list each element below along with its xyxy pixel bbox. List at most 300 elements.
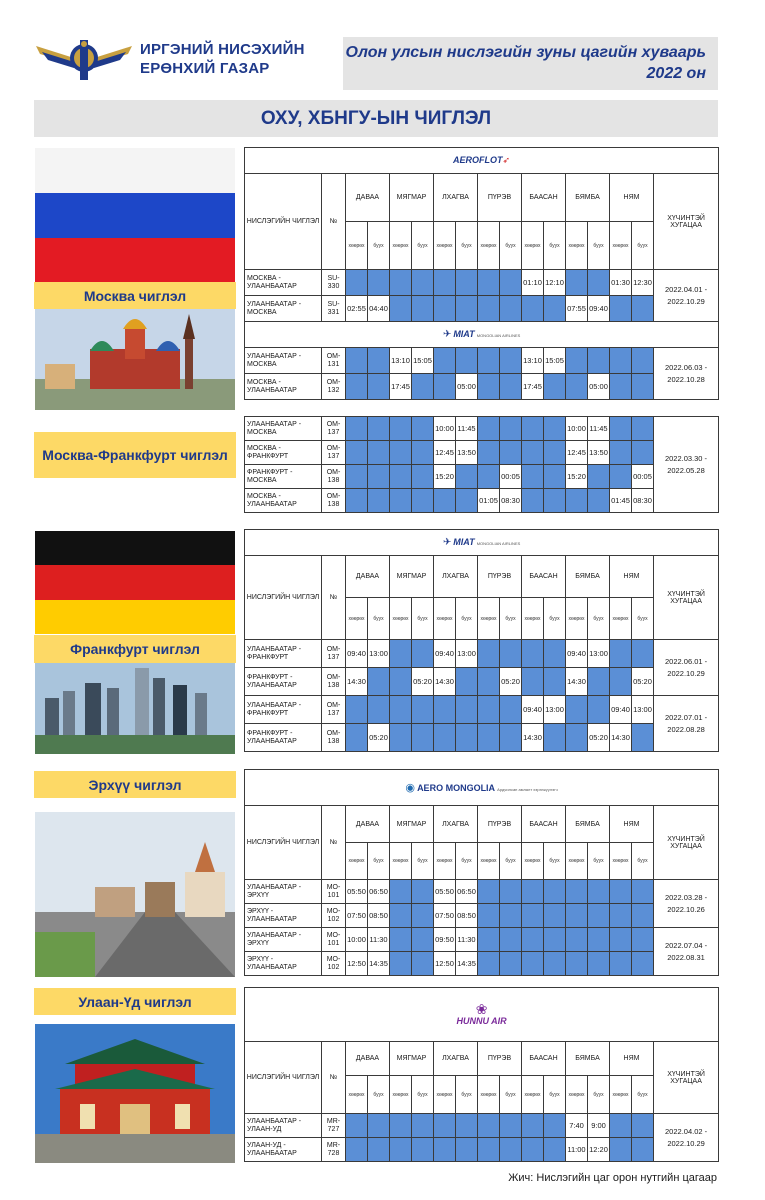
no-flight-cell xyxy=(390,928,412,952)
ulanude-table xyxy=(244,987,719,1162)
flight-time: 05:20 xyxy=(368,724,390,752)
departure-subheader: хөөрөх xyxy=(346,843,368,880)
no-flight-cell xyxy=(632,952,654,976)
no-flight-cell xyxy=(522,928,544,952)
departure-subheader: хөөрөх xyxy=(522,843,544,880)
no-flight-cell xyxy=(544,296,566,322)
route-name: УЛААНБААТАР - МОСКВА xyxy=(245,417,322,441)
flight-time: 05:50 xyxy=(434,880,456,904)
day-header: БЯМБА xyxy=(566,806,610,843)
no-flight-cell xyxy=(412,880,434,904)
day-header: ДАВАА xyxy=(346,556,390,598)
schedule-title-line-1: Олон улсын нислэгийн зуны цагийн хуваарь xyxy=(345,44,706,61)
no-flight-cell xyxy=(610,1138,632,1162)
flight-time: 13:00 xyxy=(368,640,390,668)
flight-number: OM-138 xyxy=(322,668,346,696)
label-moscow-frankfurt: Москва-Франкфурт чиглэл xyxy=(34,432,236,478)
no-flight-cell xyxy=(412,374,434,400)
route-name: ЭРХҮҮ - УЛААНБААТАР xyxy=(245,904,322,928)
label-ulanude: Улаан-Үд чиглэл xyxy=(34,988,236,1015)
route-name: УЛААНБААТАР - УЛААН-УД xyxy=(245,1114,322,1138)
flight-time: 04:40 xyxy=(368,296,390,322)
no-flight-cell xyxy=(390,296,412,322)
ulanude-photo xyxy=(35,1024,235,1163)
no-flight-cell xyxy=(544,489,566,513)
col-number-header: № xyxy=(322,1042,346,1114)
col-number-header: № xyxy=(322,174,346,270)
day-header: ЛХАГВА xyxy=(434,556,478,598)
departure-subheader: хөөрөх xyxy=(390,843,412,880)
flight-time: 09:50 xyxy=(434,928,456,952)
no-flight-cell xyxy=(478,880,500,904)
flight-number: MO-102 xyxy=(322,904,346,928)
schedule-row xyxy=(245,441,719,465)
no-flight-cell xyxy=(610,928,632,952)
schedule-row xyxy=(245,1138,719,1162)
no-flight-cell xyxy=(544,668,566,696)
no-flight-cell xyxy=(412,1138,434,1162)
no-flight-cell xyxy=(632,1114,654,1138)
day-header: ЛХАГВА xyxy=(434,806,478,843)
route-name: ЭРХҮҮ - УЛААНБААТАР xyxy=(245,952,322,976)
flight-time: 11:00 xyxy=(566,1138,588,1162)
no-flight-cell xyxy=(610,1114,632,1138)
schedule-title xyxy=(343,37,718,90)
miat-moscow-rows xyxy=(245,348,719,400)
departure-subheader: хөөрөх xyxy=(610,222,632,270)
no-flight-cell xyxy=(368,417,390,441)
no-flight-cell xyxy=(500,374,522,400)
aeromongolia-logo: AERO MONGOLIA xyxy=(417,783,496,793)
irkutsk-rows-b xyxy=(245,928,719,976)
day-header: БААСАН xyxy=(522,556,566,598)
no-flight-cell xyxy=(522,668,544,696)
flight-time: 15:05 xyxy=(412,348,434,374)
validity-period: 2022.06.03 - 2022.10.28 xyxy=(654,348,719,400)
no-flight-cell xyxy=(500,640,522,668)
flight-number: OM-132 xyxy=(322,374,346,400)
no-flight-cell xyxy=(368,1114,390,1138)
schedule-row xyxy=(245,270,719,296)
departure-subheader: хөөрөх xyxy=(434,598,456,640)
day-header: ПҮРЭВ xyxy=(478,174,522,222)
no-flight-cell xyxy=(368,441,390,465)
route-name: УЛААНБААТАР - МОСКВА xyxy=(245,296,322,322)
no-flight-cell xyxy=(588,465,610,489)
moscow-photo xyxy=(35,309,235,410)
flight-number: MR-728 xyxy=(322,1138,346,1162)
validity-period: 2022.07.04 - 2022.08.31 xyxy=(654,928,719,976)
flight-time: 05:20 xyxy=(632,668,654,696)
no-flight-cell xyxy=(500,724,522,752)
no-flight-cell xyxy=(412,270,434,296)
no-flight-cell xyxy=(412,904,434,928)
no-flight-cell xyxy=(346,348,368,374)
schedule-row xyxy=(245,952,719,976)
flight-number: OM-137 xyxy=(322,417,346,441)
no-flight-cell xyxy=(390,952,412,976)
miat-subtitle: MONGOLIAN AIRLINES xyxy=(476,333,521,338)
arrival-subheader: буух xyxy=(500,598,522,640)
schedule-year: 2022 он xyxy=(646,65,706,82)
flight-time: 11:30 xyxy=(456,928,478,952)
no-flight-cell xyxy=(500,270,522,296)
flight-time: 12:50 xyxy=(346,952,368,976)
no-flight-cell xyxy=(500,1114,522,1138)
flight-time: 09:40 xyxy=(522,696,544,724)
flight-time: 07:50 xyxy=(346,904,368,928)
no-flight-cell xyxy=(610,640,632,668)
frankfurt-photo xyxy=(35,663,235,754)
no-flight-cell xyxy=(478,296,500,322)
col-validity-header: ХҮЧИНТЭЙ ХУГАЦАА xyxy=(654,806,719,880)
schedule-row xyxy=(245,668,719,696)
flight-time: 12:45 xyxy=(434,441,456,465)
flight-number: OM-137 xyxy=(322,640,346,668)
no-flight-cell xyxy=(368,348,390,374)
org-line-1: ИРГЭНИЙ НИСЭХИЙН xyxy=(140,41,305,58)
miat-logo: MIAT xyxy=(453,329,475,339)
no-flight-cell xyxy=(478,417,500,441)
no-flight-cell xyxy=(522,880,544,904)
no-flight-cell xyxy=(456,465,478,489)
day-header: БААСАН xyxy=(522,174,566,222)
flight-time: 13:10 xyxy=(390,348,412,374)
no-flight-cell xyxy=(456,1138,478,1162)
no-flight-cell xyxy=(544,1114,566,1138)
arrival-subheader: буух xyxy=(368,1076,390,1114)
arrival-subheader: буух xyxy=(412,222,434,270)
flight-time: 08:50 xyxy=(456,904,478,928)
no-flight-cell xyxy=(566,928,588,952)
no-flight-cell xyxy=(632,374,654,400)
no-flight-cell xyxy=(434,724,456,752)
no-flight-cell xyxy=(478,441,500,465)
departure-subheader: хөөрөх xyxy=(478,843,500,880)
no-flight-cell xyxy=(632,724,654,752)
flight-time: 14:30 xyxy=(610,724,632,752)
no-flight-cell xyxy=(544,441,566,465)
germany-flag xyxy=(35,531,235,634)
ulanude-rows xyxy=(245,1114,719,1162)
miat-logo-cell xyxy=(245,322,719,348)
no-flight-cell xyxy=(610,904,632,928)
no-flight-cell xyxy=(522,441,544,465)
no-flight-cell xyxy=(500,1138,522,1162)
route-name: МОСКВА - УЛААНБААТАР xyxy=(245,270,322,296)
flight-time: 10:00 xyxy=(434,417,456,441)
no-flight-cell xyxy=(632,441,654,465)
col-validity-header: ХҮЧИНТЭЙ ХУГАЦАА xyxy=(654,174,719,270)
no-flight-cell xyxy=(566,880,588,904)
no-flight-cell xyxy=(390,880,412,904)
flight-time: 05:50 xyxy=(346,880,368,904)
miat-logo: MIAT xyxy=(453,537,475,547)
flight-time: 07:50 xyxy=(434,904,456,928)
day-header: НЯМ xyxy=(610,1042,654,1076)
no-flight-cell xyxy=(346,270,368,296)
no-flight-cell xyxy=(390,417,412,441)
flight-number: MO-101 xyxy=(322,880,346,904)
no-flight-cell xyxy=(610,348,632,374)
col-validity-header: ХҮЧИНТЭЙ ХУГАЦАА xyxy=(654,556,719,640)
no-flight-cell xyxy=(434,296,456,322)
no-flight-cell xyxy=(456,348,478,374)
flight-time: 14:30 xyxy=(434,668,456,696)
flight-time: 11:45 xyxy=(588,417,610,441)
flight-time: 00:05 xyxy=(500,465,522,489)
arrival-subheader: буух xyxy=(456,843,478,880)
col-route-header: НИСЛЭГИЙН ЧИГЛЭЛ xyxy=(245,1042,322,1114)
day-header: ПҮРЭВ xyxy=(478,1042,522,1076)
arrival-subheader: буух xyxy=(632,598,654,640)
flight-time: 08:50 xyxy=(368,904,390,928)
miat-plane-icon: ✈ xyxy=(442,537,452,548)
no-flight-cell xyxy=(632,880,654,904)
validity-period: 2022.03.30 - 2022.05.28 xyxy=(654,417,719,513)
flight-time: 05:20 xyxy=(500,668,522,696)
no-flight-cell xyxy=(434,696,456,724)
no-flight-cell xyxy=(544,904,566,928)
arrival-subheader: буух xyxy=(544,222,566,270)
flight-time: 14:35 xyxy=(456,952,478,976)
route-name: УЛААНБААТАР - ЭРХҮҮ xyxy=(245,880,322,904)
flight-time: 05:00 xyxy=(588,374,610,400)
no-flight-cell xyxy=(478,928,500,952)
no-flight-cell xyxy=(434,374,456,400)
departure-subheader: хөөрөх xyxy=(478,1076,500,1114)
flight-time: 09:40 xyxy=(346,640,368,668)
no-flight-cell xyxy=(478,952,500,976)
schedule-row xyxy=(245,465,719,489)
schedule-row xyxy=(245,640,719,668)
flight-number: OM-138 xyxy=(322,489,346,513)
arrival-subheader: буух xyxy=(544,843,566,880)
no-flight-cell xyxy=(412,928,434,952)
flight-time: 13:00 xyxy=(456,640,478,668)
no-flight-cell xyxy=(500,417,522,441)
flight-time: 07:55 xyxy=(566,296,588,322)
departure-subheader: хөөрөх xyxy=(610,1076,632,1114)
day-header: БААСАН xyxy=(522,1042,566,1076)
hunnu-emblem-icon: ❀ xyxy=(475,1001,488,1017)
departure-subheader: хөөрөх xyxy=(390,598,412,640)
no-flight-cell xyxy=(522,952,544,976)
no-flight-cell xyxy=(478,640,500,668)
arrival-subheader: буух xyxy=(588,598,610,640)
flight-time: 00:05 xyxy=(632,465,654,489)
no-flight-cell xyxy=(412,417,434,441)
schedule-row xyxy=(245,489,719,513)
no-flight-cell xyxy=(346,417,368,441)
schedule-row xyxy=(245,880,719,904)
no-flight-cell xyxy=(588,489,610,513)
flight-time: 10:00 xyxy=(346,928,368,952)
no-flight-cell xyxy=(588,880,610,904)
flight-time: 15:20 xyxy=(566,465,588,489)
flight-number: OM-138 xyxy=(322,724,346,752)
departure-subheader: хөөрөх xyxy=(566,843,588,880)
no-flight-cell xyxy=(346,489,368,513)
no-flight-cell xyxy=(566,270,588,296)
no-flight-cell xyxy=(390,489,412,513)
validity-period: 2022.03.28 - 2022.10.26 xyxy=(654,880,719,928)
no-flight-cell xyxy=(478,904,500,928)
no-flight-cell xyxy=(522,465,544,489)
no-flight-cell xyxy=(390,724,412,752)
no-flight-cell xyxy=(566,952,588,976)
flight-time: 10:00 xyxy=(566,417,588,441)
irkutsk-rows-a xyxy=(245,880,719,928)
no-flight-cell xyxy=(412,1114,434,1138)
no-flight-cell xyxy=(390,904,412,928)
departure-subheader: хөөрөх xyxy=(434,222,456,270)
flight-time: 13:10 xyxy=(522,348,544,374)
flight-time: 09:40 xyxy=(610,696,632,724)
flight-number: MR-727 xyxy=(322,1114,346,1138)
moscow-schedule-table xyxy=(244,147,719,400)
no-flight-cell xyxy=(346,696,368,724)
flight-time: 09:40 xyxy=(434,640,456,668)
no-flight-cell xyxy=(544,465,566,489)
day-header: МЯГМАР xyxy=(390,806,434,843)
no-flight-cell xyxy=(566,696,588,724)
schedule-row xyxy=(245,928,719,952)
flight-time: 11:30 xyxy=(368,928,390,952)
no-flight-cell xyxy=(346,441,368,465)
no-flight-cell xyxy=(588,270,610,296)
validity-period: 2022.07.01 - 2022.08.28 xyxy=(654,696,719,752)
flight-number: OM-137 xyxy=(322,441,346,465)
day-header: МЯГМАР xyxy=(390,556,434,598)
flight-time: 09:40 xyxy=(588,296,610,322)
no-flight-cell xyxy=(544,374,566,400)
irkutsk-table xyxy=(244,769,719,976)
aeroflot-rows xyxy=(245,270,719,322)
label-frankfurt: Франкфурт чиглэл xyxy=(34,635,236,663)
flight-time: 14:35 xyxy=(368,952,390,976)
moscow-frankfurt-table xyxy=(244,416,719,513)
flight-time: 13:00 xyxy=(544,696,566,724)
aeromongolia-subtitle: Ардчилсан амлалт хэрэгжүүлэгч xyxy=(497,787,558,792)
footer-note: Жич: Нислэгийн цаг орон нутгийн цагаар xyxy=(508,1172,717,1184)
no-flight-cell xyxy=(412,640,434,668)
day-header: БААСАН xyxy=(522,806,566,843)
validity-period: 2022.04.01 - 2022.10.29 xyxy=(654,270,719,322)
flight-time: 13:00 xyxy=(632,696,654,724)
flight-time: 12:50 xyxy=(434,952,456,976)
departure-subheader: хөөрөх xyxy=(522,598,544,640)
arrival-subheader: буух xyxy=(588,843,610,880)
miat-logo-cell xyxy=(245,530,719,556)
flight-time: 13:00 xyxy=(588,640,610,668)
no-flight-cell xyxy=(456,696,478,724)
flight-time: 02:55 xyxy=(346,296,368,322)
no-flight-cell xyxy=(610,417,632,441)
no-flight-cell xyxy=(368,696,390,724)
no-flight-cell xyxy=(412,696,434,724)
day-header: НЯМ xyxy=(610,556,654,598)
no-flight-cell xyxy=(500,348,522,374)
flight-time: 01:30 xyxy=(610,270,632,296)
departure-subheader: хөөрөх xyxy=(610,843,632,880)
flight-number: OM-137 xyxy=(322,696,346,724)
hunnu-logo: HUNNU AIR xyxy=(456,1016,507,1026)
frankfurt-table xyxy=(244,529,719,752)
col-number-header: № xyxy=(322,556,346,640)
miat-plane-icon: ✈ xyxy=(442,329,452,340)
flight-time: 01:45 xyxy=(610,489,632,513)
arrival-subheader: буух xyxy=(412,598,434,640)
no-flight-cell xyxy=(456,489,478,513)
no-flight-cell xyxy=(632,904,654,928)
no-flight-cell xyxy=(346,465,368,489)
schedule-row xyxy=(245,724,719,752)
no-flight-cell xyxy=(478,1114,500,1138)
organization-name xyxy=(140,40,305,78)
departure-subheader: хөөрөх xyxy=(346,222,368,270)
no-flight-cell xyxy=(588,928,610,952)
schedule-row xyxy=(245,296,719,322)
flight-time: 9:00 xyxy=(588,1114,610,1138)
flight-time: 06:50 xyxy=(456,880,478,904)
no-flight-cell xyxy=(522,296,544,322)
no-flight-cell xyxy=(500,296,522,322)
departure-subheader: хөөрөх xyxy=(610,598,632,640)
arrival-subheader: буух xyxy=(368,598,390,640)
flight-number: OM-138 xyxy=(322,465,346,489)
arrival-subheader: буух xyxy=(368,222,390,270)
day-header: ЛХАГВА xyxy=(434,174,478,222)
flight-number: SU-331 xyxy=(322,296,346,322)
no-flight-cell xyxy=(346,724,368,752)
flight-time: 14:30 xyxy=(566,668,588,696)
flight-time: 09:40 xyxy=(566,640,588,668)
schedule-row xyxy=(245,1114,719,1138)
day-header: БЯМБА xyxy=(566,1042,610,1076)
day-header: ДАВАА xyxy=(346,1042,390,1076)
flight-time: 17:45 xyxy=(522,374,544,400)
no-flight-cell xyxy=(632,640,654,668)
no-flight-cell xyxy=(434,489,456,513)
col-route-header: НИСЛЭГИЙН ЧИГЛЭЛ xyxy=(245,806,322,880)
no-flight-cell xyxy=(632,417,654,441)
aeroflot-wing-icon: ➶ xyxy=(502,155,511,165)
no-flight-cell xyxy=(500,880,522,904)
schedule-row xyxy=(245,696,719,724)
no-flight-cell xyxy=(412,724,434,752)
no-flight-cell xyxy=(544,952,566,976)
no-flight-cell xyxy=(522,417,544,441)
no-flight-cell xyxy=(412,489,434,513)
flight-time: 12:20 xyxy=(588,1138,610,1162)
no-flight-cell xyxy=(566,724,588,752)
no-flight-cell xyxy=(456,724,478,752)
flight-time: 15:05 xyxy=(544,348,566,374)
flight-time: 08:30 xyxy=(632,489,654,513)
route-name: ФРАНКФУРТ - УЛААНБААТАР xyxy=(245,668,322,696)
schedule-row xyxy=(245,374,719,400)
no-flight-cell xyxy=(434,348,456,374)
arrival-subheader: буух xyxy=(632,222,654,270)
no-flight-cell xyxy=(544,417,566,441)
no-flight-cell xyxy=(544,928,566,952)
no-flight-cell xyxy=(500,696,522,724)
route-name: УЛААНБААТАР - ЭРХҮҮ xyxy=(245,928,322,952)
no-flight-cell xyxy=(368,270,390,296)
departure-subheader: хөөрөх xyxy=(566,598,588,640)
no-flight-cell xyxy=(632,1138,654,1162)
